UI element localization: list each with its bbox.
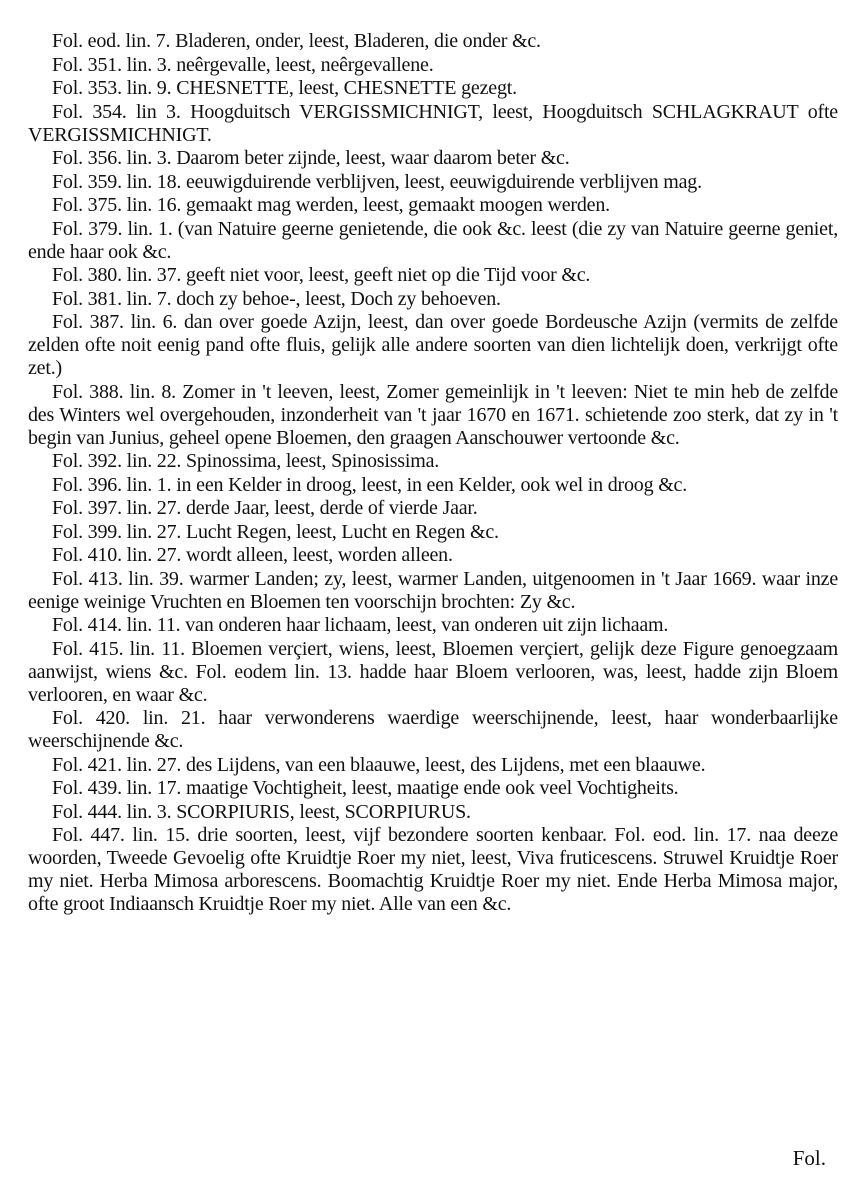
errata-entry: Fol. 413. lin. 39. warmer Landen; zy, leest, warmer Landen, uitgenoomen in 't Jaar 1669. waar inze eenige weinige Vruchten en Bloemen ten voorschijn brochten: Zy &c. [28, 567, 838, 613]
errata-entry: Fol. 392. lin. 22. Spinossima, leest, Spinosissima. [52, 450, 440, 472]
errata-entry: Fol. eod. lin. 7. Bladeren, onder, leest, Bladeren, die onder &c. [52, 30, 541, 52]
errata-entry: Fol. 444. lin. 3. SCORPIURIS, leest, SCORPIURUS. [52, 800, 471, 823]
errata-entry: Fol. 359. lin. 18. eeuwigduirende verblijven, leest, eeuwigduirende verblijven mag. [52, 170, 702, 193]
errata-list [28, 30, 838, 916]
errata-entry: Fol. 396. lin. 1. in een Kelder in droog, leest, in een Kelder, ook wel in droog &c. [52, 473, 688, 496]
errata-entry: Fol. 375. lin. 16. gemaakt mag werden, leest, gemaakt moogen werden. [52, 194, 610, 216]
errata-entry: Fol. 387. lin. 6. dan over goede Azijn, leest, dan over goede Bordeusche Azijn (vermits de zelfde zelden ofte noit eenig pand ofte fluis, gelijk alle andere soorten van dien lichtelijk doen, verkrijgt ofte zet.) [28, 311, 838, 379]
errata-entry: Fol. 380. lin. 37. geeft niet voor, leest, geeft niet op die Tijd voor &c. [52, 264, 591, 286]
catchword: Fol. [792, 1146, 826, 1170]
errata-entry: Fol. 397. lin. 27. derde Jaar, leest, derde of vierde Jaar. [52, 497, 478, 519]
errata-entry: Fol. 420. lin. 21. haar verwonderens waerdige weerschijnende, leest, haar wonderbaarlijke weerschijnende &c. [28, 707, 838, 752]
errata-entry: Fol. 447. lin. 15. drie soorten, leest, vijf bezondere soorten kenbaar. Fol. eod. lin. 17. naa deeze woorden, Tweede Gevoelig ofte Kruidtje Roer my niet, leest, Viva fruticescens. Struwel Kruidtje Roer my niet. Herba Mimosa arborescens. Boomachtig Kruidtje Roer my niet. Ende Herba Mimosa major, ofte groot Indiaansch Kruidtje Roer my niet. Alle van een &c. [28, 824, 838, 915]
errata-entry: Fol. 399. lin. 27. Lucht Regen, leest, Lucht en Regen &c. [52, 520, 499, 543]
errata-entry: Fol. 356. lin. 3. Daarom beter zijnde, leest, waar daarom beter &c. [52, 147, 570, 169]
errata-entry: Fol. 351. lin. 3. neêrgevalle, leest, neêrgevallene. [52, 53, 434, 76]
errata-entry: Fol. 439. lin. 17. maatige Vochtigheit, leest, maatige ende ook veel Vochtigheits. [52, 777, 679, 799]
errata-entry: Fol. 381. lin. 7. doch zy behoe-, leest, Doch zy behoeven. [52, 287, 501, 310]
errata-entry: Fol. 421. lin. 27. des Lijdens, van een blaauwe, leest, des Lijdens, met een blaauwe. [52, 753, 706, 776]
errata-entry: Fol. 415. lin. 11. Bloemen verçiert, wiens, leest, Bloemen verçiert, gelijk deze Figure genoegzaam aanwijst, wiens &c. Fol. eodem lin. 13. hadde haar Bloem verlooren, was, leest, hadde zijn Bloem verlooren, en waar &c. [28, 637, 838, 706]
errata-entry: Fol. 353. lin. 9. CHESNETTE, leest, CHESNETTE gezegt. [52, 77, 517, 99]
errata-entry: Fol. 410. lin. 27. wordt alleen, leest, worden alleen. [52, 544, 453, 566]
errata-entry: Fol. 354. lin 3. Hoogduitsch VERGISSMICHNIGT, leest, Hoogduitsch SCHLAGKRAUT ofte VERGISSMICHNIGT. [28, 100, 838, 146]
errata-entry: Fol. 388. lin. 8. Zomer in 't leeven, leest, Zomer gemeinlijk in 't leeven: Niet te min heb de zelfde des Winters wel overgehouden, inzonderheit van 't jaar 1670 en 1671. schietende zoo sterk, dat zy in 't begin van Junius, geheel opene Bloemen, den graagen Aanschouwer vertoonde &c. [28, 380, 838, 449]
errata-entry: Fol. 379. lin. 1. (van Natuire geerne genietende, die ook &c. leest (die zy van Natuire geerne geniet, ende haar ook &c. [28, 217, 838, 263]
errata-entry: Fol. 414. lin. 11. van onderen haar lichaam, leest, van onderen uit zijn lichaam. [52, 614, 669, 636]
